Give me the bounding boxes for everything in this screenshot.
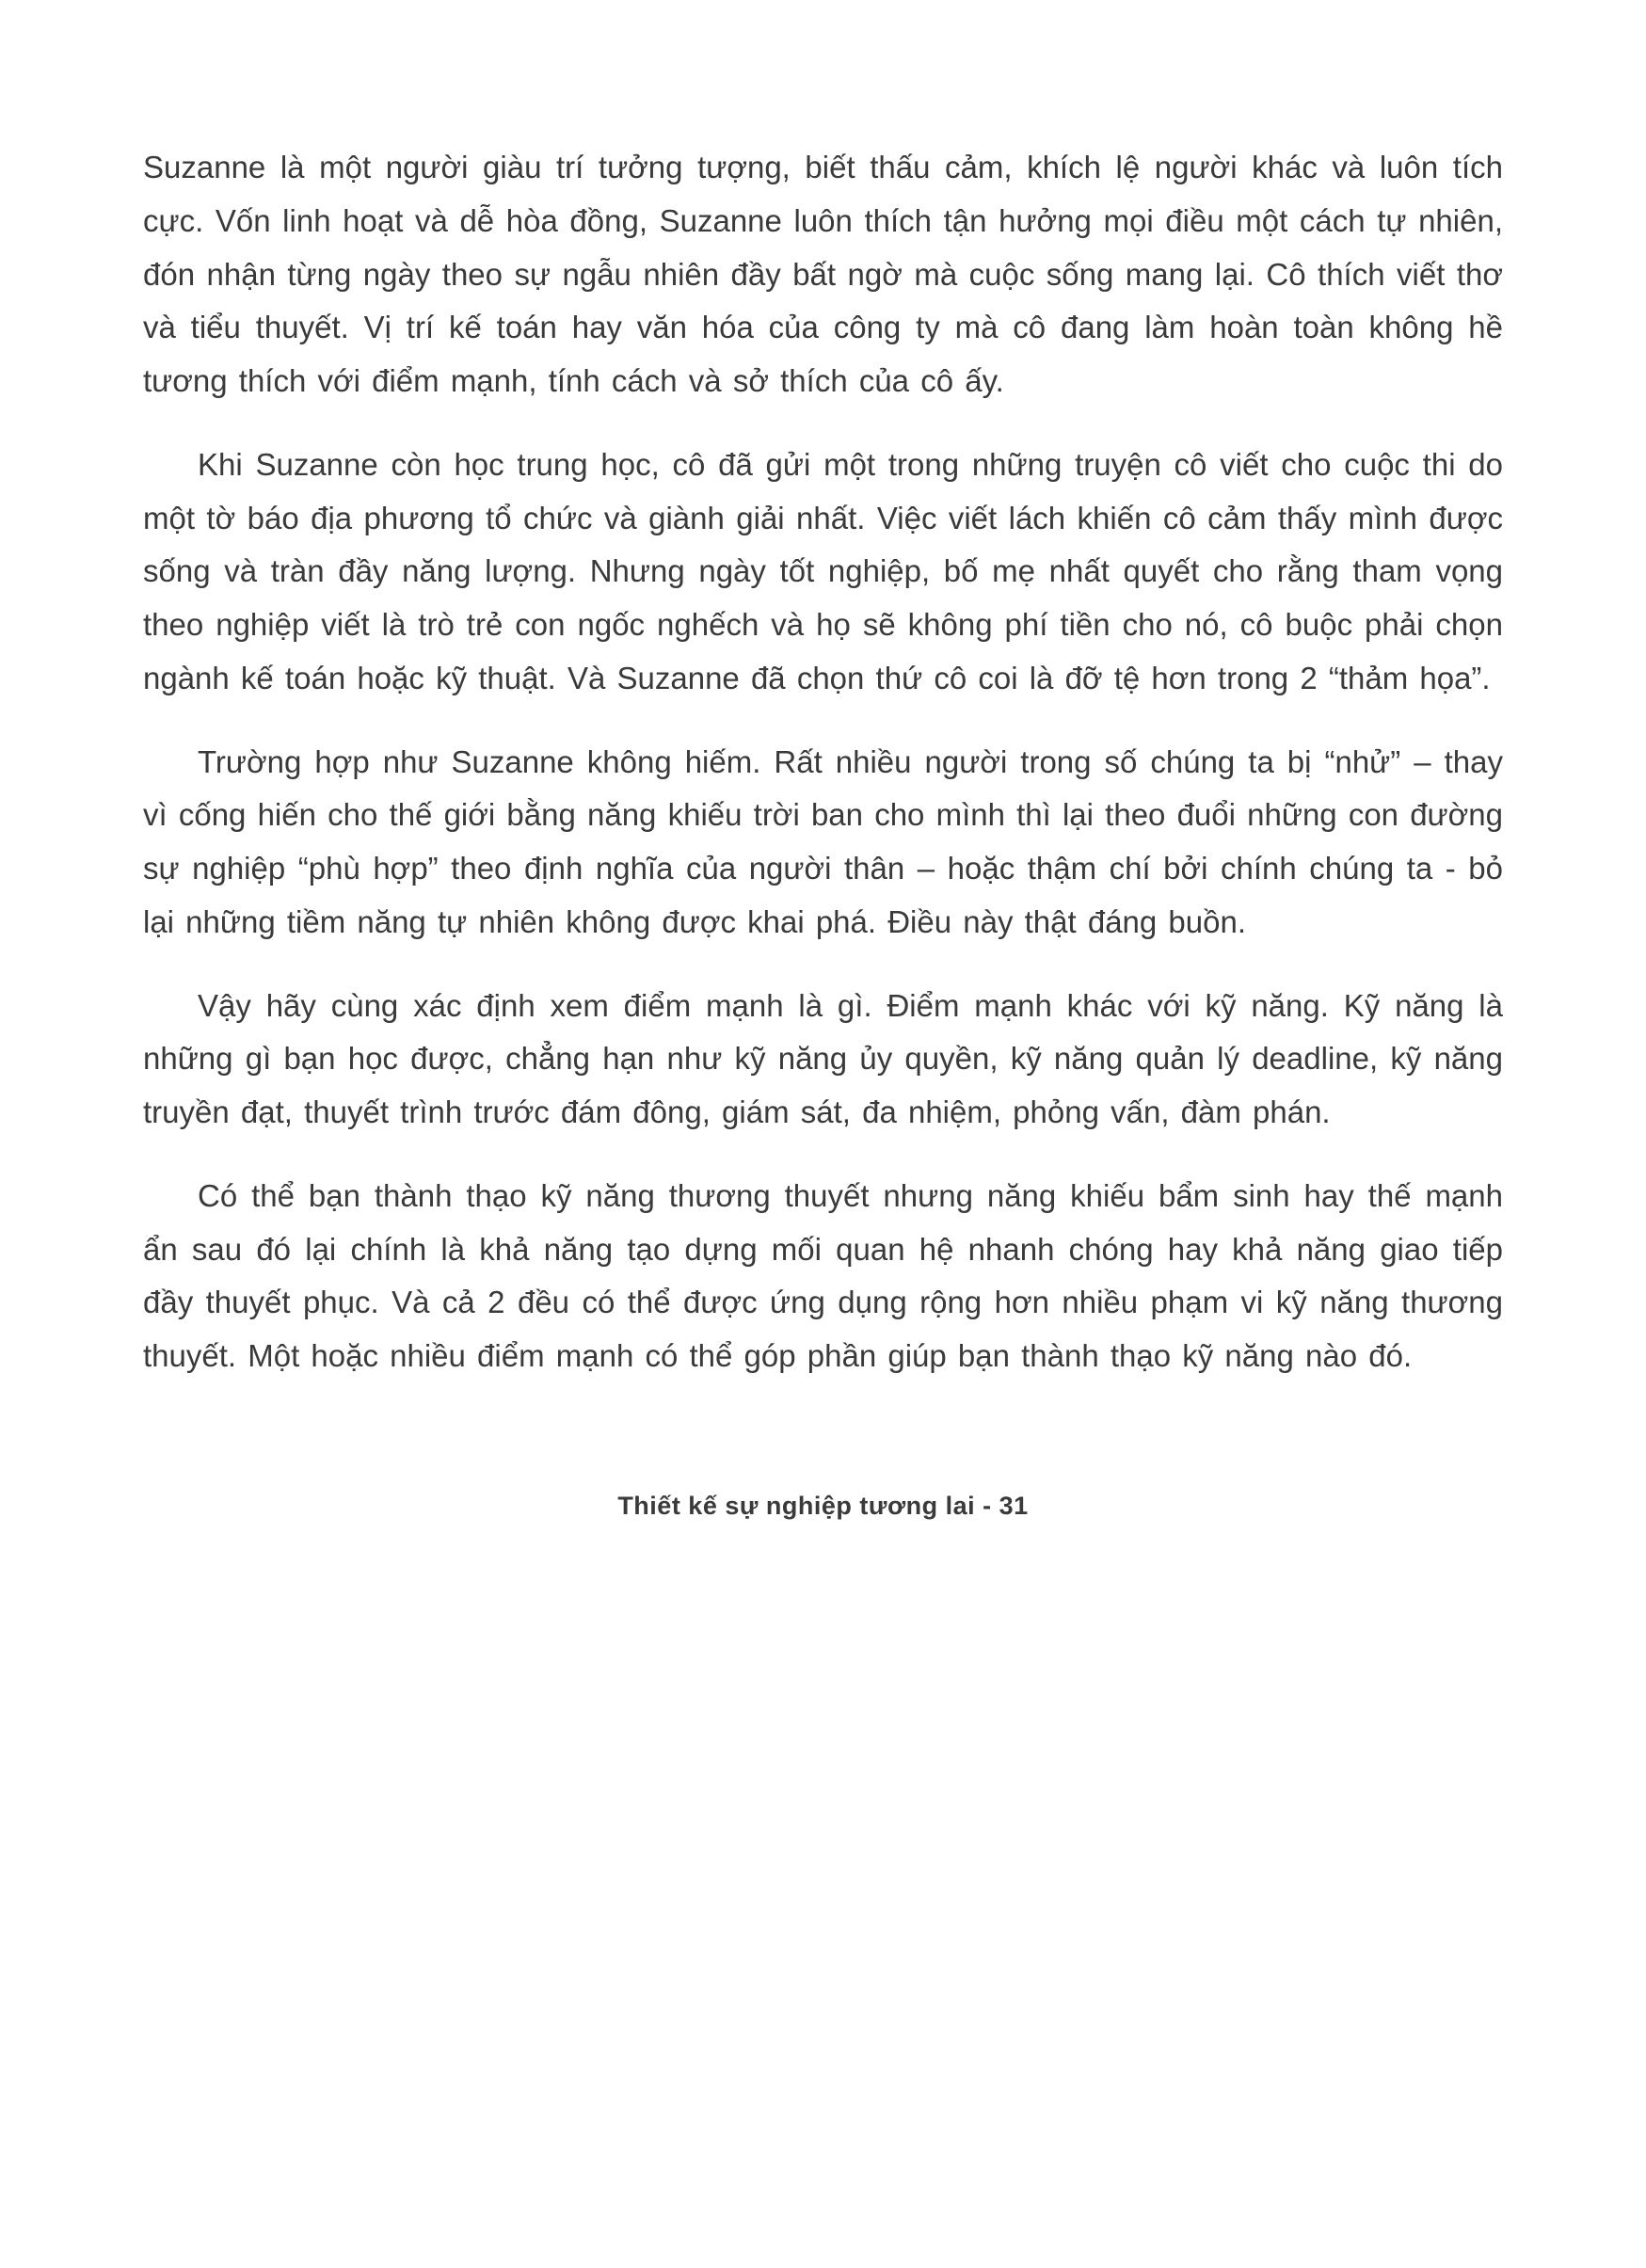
running-footer-text: Thiết kế sự nghiệp tương lai - 31 [617, 1491, 1029, 1520]
paragraph-4: Vậy hãy cùng xác định xem điểm mạnh là gì. Điểm mạnh khác với kỹ năng. Kỹ năng là những gì bạn học được, chẳng hạn như kỹ năng ủy quyền, kỹ năng quản lý deadline, kỹ năng truyền đạt, thuyết trình trước đám đông, giám sát, đa nhiệm, phỏng vấn, đàm phán. [143, 987, 1503, 1129]
paragraph-3: Trường hợp như Suzanne không hiếm. Rất nhiều người trong số chúng ta bị “nhử” – thay vì cống hiến cho thế giới bằng năng khiếu trời ban cho mình thì lại theo đuổi những con đường sự nghiệp “phù hợp” theo định nghĩa của người thân – hoặc thậm chí bởi chính chúng ta - bỏ lại những tiềm năng tự nhiên không được khai phá. Điều này thật đáng buồn. [143, 743, 1503, 939]
paragraph-5: Có thể bạn thành thạo kỹ năng thương thuyết nhưng năng khiếu bẩm sinh hay thế mạnh ẩn sau đó lại chính là khả năng tạo dựng mối quan hệ nhanh chóng hay khả năng giao tiếp đầy thuyết phục. Và cả 2 đều có thể được ứng dụng rộng hơn nhiều phạm vi kỹ năng thương thuyết. Một hoặc nhiều điểm mạnh có thể góp phần giúp bạn thành thạo kỹ năng nào đó. [143, 1177, 1503, 1373]
paragraph-1: Suzanne là một người giàu trí tưởng tượng, biết thấu cảm, khích lệ người khác và luôn tích cực. Vốn linh hoạt và dễ hòa đồng, Suzanne luôn thích tận hưởng mọi điều một cách tự nhiên, đón nhận từng ngày theo sự ngẫu nhiên đầy bất ngờ mà cuộc sống mang lại. Cô thích viết thơ và tiểu thuyết. Vị trí kế toán hay văn hóa của công ty mà cô đang làm hoàn toàn không hề tương thích với điểm mạnh, tính cách và sở thích của cô ấy. [143, 150, 1503, 398]
page-content [143, 141, 1503, 1383]
paragraph-2: Khi Suzanne còn học trung học, cô đã gửi một trong những truyện cô viết cho cuộc thi do một tờ báo địa phương tổ chức và giành giải nhất. Việc viết lách khiến cô cảm thấy mình được sống và tràn đầy năng lượng. Nhưng ngày tốt nghiệp, bố mẹ nhất quyết cho rằng tham vọng theo nghiệp viết là trò trẻ con ngốc nghếch và họ sẽ không phí tiền cho nó, cô buộc phải chọn ngành kế toán hoặc kỹ thuật. Và Suzanne đã chọn thứ cô coi là đỡ tệ hơn trong 2 “thảm họa”. [143, 446, 1503, 695]
page-footer [143, 1492, 1503, 1521]
